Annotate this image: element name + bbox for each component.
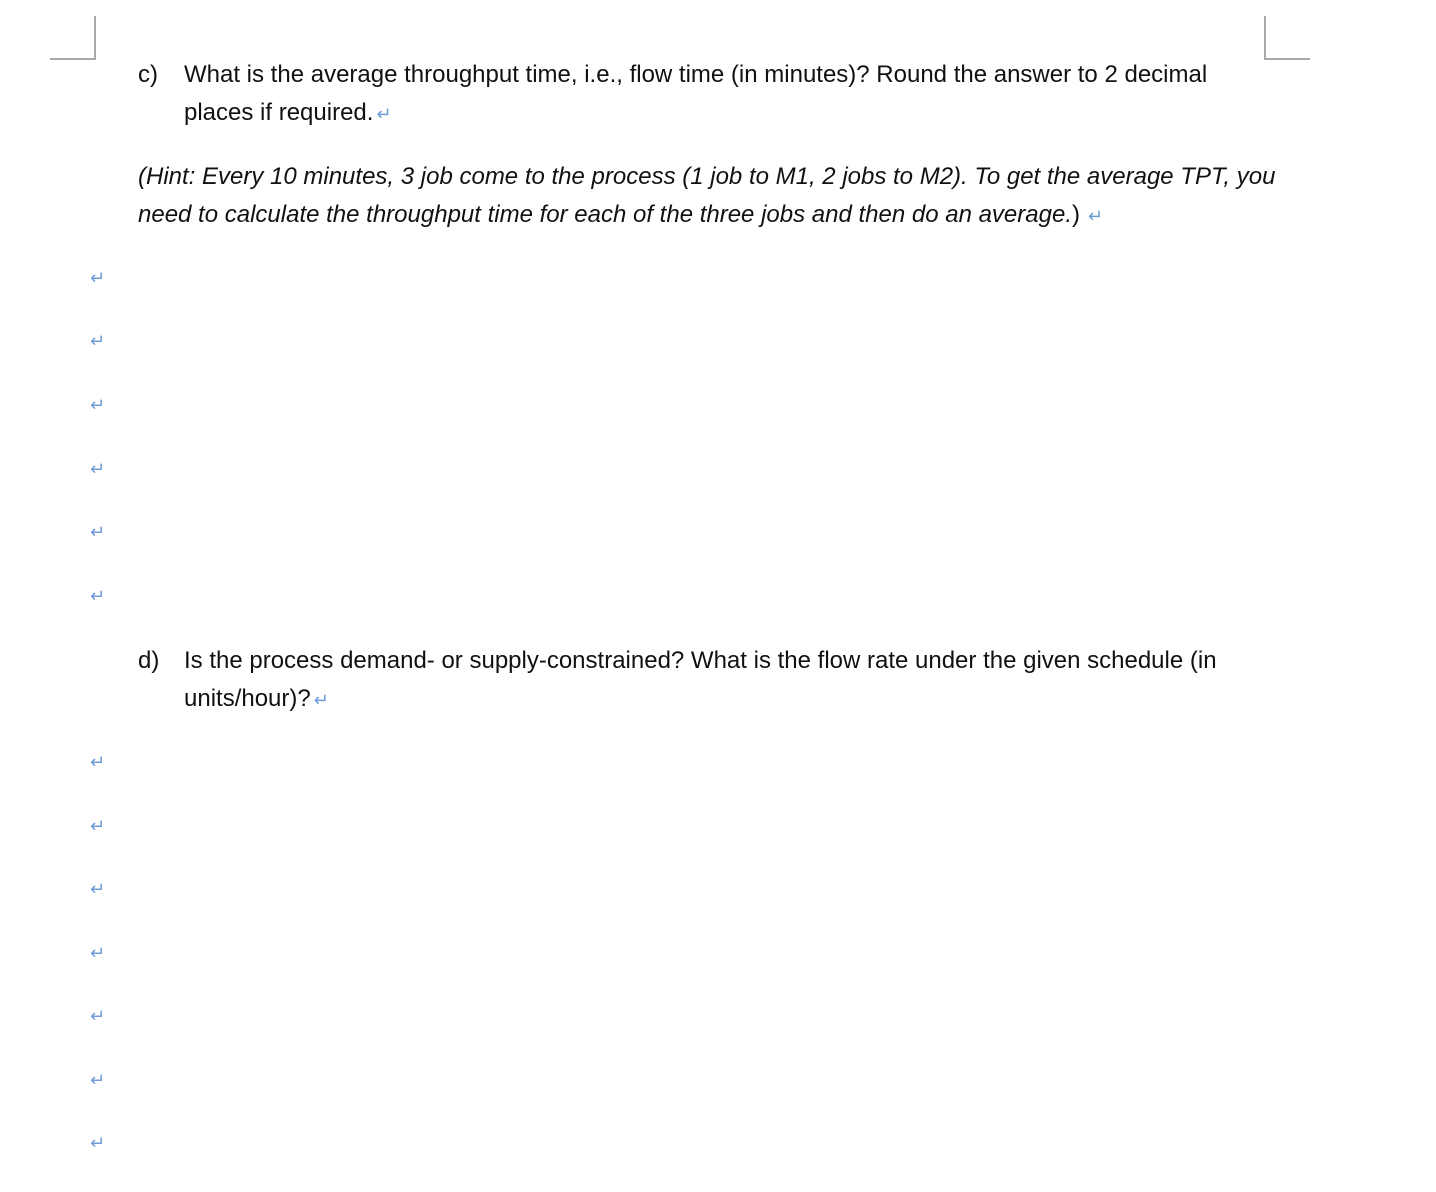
hint-text: (Hint: Every 10 minutes, 3 job come to the process (1 job to M1, 2 jobs to M2). To get the average TPT, you need to calculate the throughput time for each of the three jobs and then do an average. xyxy=(138,163,1276,228)
paragraph-mark-icon[interactable]: ↵ xyxy=(90,752,106,773)
paragraph-mark-icon[interactable]: ↵ xyxy=(90,586,106,607)
question-d xyxy=(138,642,1248,719)
paragraph-mark-icon[interactable]: ↵ xyxy=(90,1133,106,1154)
question-c-text xyxy=(184,56,1248,133)
paragraph-mark-icon[interactable]: ↵ xyxy=(90,1070,106,1091)
paragraph-mark-icon[interactable]: ↵ xyxy=(90,459,106,480)
question-d-letter: d) xyxy=(138,647,160,674)
paragraph-mark-icon[interactable]: ↵ xyxy=(90,879,106,900)
paragraph-mark-icon[interactable]: ↵ xyxy=(90,816,106,837)
question-d-body: Is the process demand- or supply-constrained? What is the flow rate under the given schedule (in units/hour)? xyxy=(184,647,1217,712)
paragraph-mark-icon[interactable]: ↵ xyxy=(90,395,106,416)
paragraph-mark-icon: ↵ xyxy=(376,104,392,124)
paragraph-mark-icon[interactable]: ↵ xyxy=(90,1006,106,1027)
question-c-body: What is the average throughput time, i.e., flow time (in minutes)? Round the answer to 2 decimal places if required. xyxy=(184,61,1208,126)
paragraph-mark-icon[interactable]: ↵ xyxy=(90,268,106,289)
question-c xyxy=(138,56,1248,133)
paragraph-mark-icon[interactable]: ↵ xyxy=(90,522,106,543)
crop-mark-top-right xyxy=(1264,16,1310,60)
paragraph-mark-icon[interactable]: ↵ xyxy=(90,943,106,964)
hint-paragraph xyxy=(138,158,1288,235)
paragraph-mark-icon: ↵ xyxy=(313,690,329,710)
hint-close-paren: ) xyxy=(1071,201,1080,228)
question-c-letter: c) xyxy=(138,61,158,88)
paragraph-mark-icon: ↵ xyxy=(1087,206,1104,226)
crop-mark-top-left xyxy=(50,16,96,60)
paragraph-mark-icon[interactable]: ↵ xyxy=(90,331,106,352)
question-d-text xyxy=(184,642,1248,719)
